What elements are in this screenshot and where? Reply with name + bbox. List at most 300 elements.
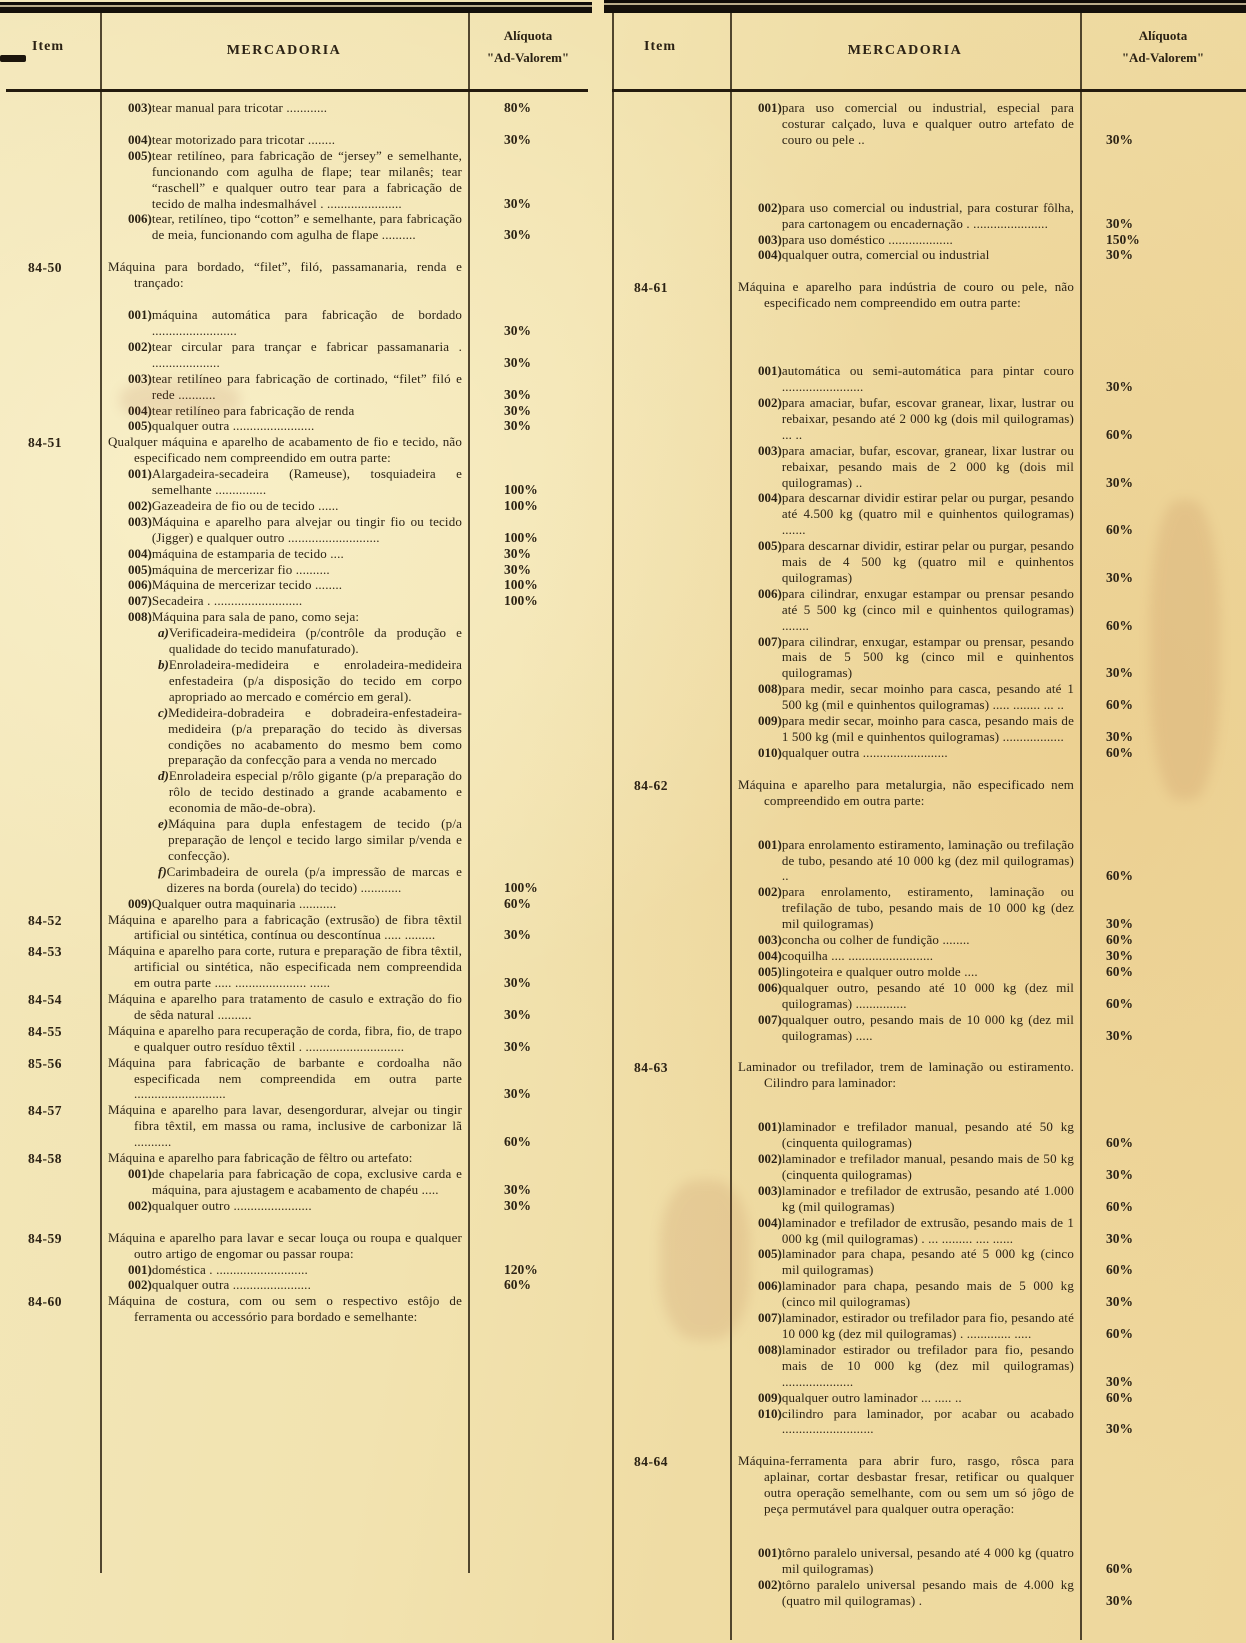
entry-text: laminador e trefilador de extrusão, pesando até 1.000 kg (mil quilogramas): [781, 1182, 1074, 1214]
entry-rate: 30%: [1106, 916, 1133, 932]
entry-rate: 30%: [504, 1181, 531, 1197]
item-number: 84-63: [634, 1060, 668, 1076]
top-press-bar-left: [0, 2, 592, 13]
entry-rate: 100%: [504, 482, 538, 498]
entry-rate: 30%: [1106, 665, 1133, 681]
entry-rate: 120%: [504, 1261, 538, 1277]
entry-text: para enrolamento, estiramento, laminação ou trefilação de tubo, pesando mais de 10 000 kg (dez mil quilogramas): [781, 884, 1074, 932]
entry-rate: 30%: [504, 227, 531, 243]
entry-number: 003): [758, 231, 782, 247]
entry-text: Alargadeira-secadeira (Rameuse), tosquiadeira e semelhante ...............: [151, 466, 462, 498]
entry-text: para descarnar dividir, estirar pelar ou purgar, pesando mais de 4 500 kg (quatro mil e quinhentos quilogramas): [781, 538, 1074, 585]
item-number: 84-60: [28, 1294, 62, 1310]
header-mercadoria: MERCADORIA: [226, 43, 342, 58]
entry-text: tear motorizado para tricotar ........: [151, 131, 336, 147]
entry-row: [730, 363, 1246, 395]
entry-number: 005): [128, 147, 152, 163]
tariff-block: [6, 1150, 588, 1214]
entry-row: [100, 148, 588, 212]
entry-number: 001): [128, 466, 152, 482]
entry-number: 001): [128, 307, 152, 323]
entry-number: 001): [758, 1119, 782, 1135]
item-number: 84-64: [634, 1454, 668, 1470]
entry-rate: 30%: [504, 1197, 531, 1213]
entry-number: 001): [758, 836, 782, 852]
entry-row: [100, 896, 588, 912]
entry-row: [100, 434, 588, 466]
entry-row: [730, 1453, 1246, 1517]
entry-rate: 30%: [1106, 1373, 1133, 1389]
entry-text: laminador para chapa, pesando até 5 000 kg (cinco mil quilogramas): [781, 1246, 1074, 1278]
entry-row: [730, 932, 1246, 948]
tariff-block: [6, 912, 588, 944]
entry-row: [100, 1166, 588, 1198]
entry-row: [100, 211, 588, 243]
entry-rate: 30%: [1106, 1294, 1133, 1310]
block-rows: [730, 1453, 1246, 1608]
entry-rate: 30%: [1106, 1027, 1133, 1043]
entry-text: laminador para chapa, pesando mais de 5 000 kg (cinco mil quilogramas): [781, 1278, 1074, 1310]
entry-number: 007): [758, 1011, 782, 1027]
entry-number: 004): [758, 947, 782, 963]
table-left: [6, 13, 588, 1573]
entry-rate: 100%: [504, 593, 538, 609]
entry-row: [100, 864, 588, 896]
entry-number: 004): [758, 247, 782, 263]
block-rows: [100, 1230, 588, 1294]
entry-number: 007): [128, 593, 152, 609]
entry-row: [730, 1183, 1246, 1215]
entry-rate: 60%: [1106, 963, 1133, 979]
entry-number: 006): [128, 577, 152, 593]
table-body: [6, 92, 588, 1325]
entry-row: [730, 586, 1246, 634]
entry-row: [730, 980, 1246, 1012]
entry-text: cilindro para laminador, por acabar ou acabado ...........................: [781, 1405, 1074, 1437]
entry-text: qualquer outro, pesando mais de 10 000 kg (dez mil quilogramas) .....: [781, 1011, 1074, 1043]
entry-row: [100, 768, 588, 816]
entry-number: b): [158, 657, 169, 672]
entry-number: e): [158, 816, 169, 832]
entry-text: para medir, secar moinho para casca, pesando até 1 500 kg (mil e quinhentos quilogramas) ..... ........ ... ..: [781, 681, 1074, 713]
entry-text: coquilha .... .........................: [781, 947, 934, 963]
block-rows: [100, 1150, 588, 1214]
entry-row: [730, 395, 1246, 443]
entry-text: tear manual para tricotar ............: [151, 100, 328, 115]
entry-number: 003): [128, 513, 152, 529]
tariff-block: [612, 1453, 1246, 1608]
block-rows: [100, 434, 588, 911]
item-number: 84-54: [28, 992, 62, 1008]
entry-text: para uso comercial ou industrial, especial para costurar calçado, luva e qualquer outro artefato de couro ou pele ..: [781, 100, 1074, 147]
entry-rate: 60%: [1106, 744, 1133, 760]
entry-number: 004): [128, 131, 152, 147]
entry-rate: 100%: [504, 879, 538, 895]
entry-text: Máquina e aparelho para metalurgia, não especificado nem compreendido em outra parte:: [738, 776, 1074, 808]
entry-rate: 30%: [1106, 247, 1133, 263]
block-rows: [100, 943, 588, 991]
entry-rate: 100%: [504, 497, 538, 513]
entry-text: laminador e trefilador manual, pesando até 50 kg (cinquenta quilogramas): [781, 1119, 1074, 1151]
entry-row: [100, 1023, 588, 1055]
item-number: 85-56: [28, 1055, 62, 1071]
entry-rate: 60%: [1106, 932, 1133, 948]
entry-rate: 30%: [1106, 1230, 1133, 1246]
block-rows: [100, 1293, 588, 1325]
entry-row: [730, 1310, 1246, 1342]
entry-row: [730, 777, 1246, 809]
entry-rate: 60%: [1106, 1135, 1133, 1151]
tariff-block: [612, 1059, 1246, 1437]
entry-row: [730, 964, 1246, 980]
entry-text: Máquina e aparelho para lavar, desengordurar, alvejar ou tingir fibra têxtil, em massa ou rama, inclusive de carbonizar lã ...........: [108, 1102, 462, 1150]
entry-row: [100, 1102, 588, 1150]
entry-rate: 30%: [504, 195, 531, 211]
entry-rate: 30%: [504, 561, 531, 577]
entry-rate: 30%: [1106, 1592, 1133, 1608]
entry-number: d): [158, 768, 169, 784]
entry-rate: 30%: [504, 1006, 531, 1022]
block-rows: [730, 1059, 1246, 1437]
header-aliquota: [470, 25, 586, 69]
entry-number: a): [158, 625, 169, 641]
item-number: 84-53: [28, 944, 62, 960]
entry-text: para enrolamento estiramento, laminação ou trefilação de tubo, pesando até 10 000 kg (dez mil quilogramas) ..: [781, 836, 1074, 884]
entry-row: [730, 1215, 1246, 1247]
entry-row: [100, 371, 588, 403]
header-aliquota-line1: Alíquota: [503, 28, 553, 43]
block-rows: [100, 100, 588, 243]
entry-row: [100, 259, 588, 291]
entry-text: para cilindrar, enxugar estampar ou prensar pesando até 5 500 kg (cinco mil e quinhentos quilogramas) ........: [781, 585, 1074, 633]
entry-row: [730, 443, 1246, 491]
entry-number: 006): [758, 1278, 782, 1294]
entry-row: [100, 1150, 588, 1166]
entry-number: 003): [128, 370, 152, 386]
entry-row: [730, 1406, 1246, 1438]
entry-row: [730, 200, 1246, 232]
entry-rate: 60%: [1106, 1560, 1133, 1576]
entry-rate: 30%: [1106, 947, 1133, 963]
tariff-block: [6, 1055, 588, 1103]
entry-rate: 30%: [1106, 1421, 1133, 1437]
entry-rate: 30%: [504, 1086, 531, 1102]
entry-rate: 30%: [1106, 1166, 1133, 1182]
entry-row: [100, 514, 588, 546]
entry-rate: 60%: [1106, 1198, 1133, 1214]
tariff-block: [6, 434, 588, 911]
entry-number: 002): [128, 1277, 152, 1293]
tariff-block: [6, 943, 588, 991]
entry-rate: 150%: [1106, 231, 1140, 247]
entry-number: 009): [128, 895, 152, 911]
entry-row: [100, 546, 588, 562]
entry-number: 003): [758, 1182, 782, 1198]
entry-text: qualquer outra, comercial ou industrial: [781, 247, 990, 263]
entry-text: Máquina e aparelho para tratamento de casulo e extração do fio de sêda natural ..........: [108, 991, 462, 1022]
entry-rate: 60%: [1106, 426, 1133, 442]
entry-number: 002): [758, 1151, 782, 1167]
entry-number: f): [158, 863, 167, 879]
entry-rate: 30%: [1106, 729, 1133, 744]
entry-number: 005): [758, 963, 782, 979]
entry-text: tear, retilíneo, tipo “cotton” e semelhante, para fabricação de meia, funcionando com agulha de flape ..........: [151, 211, 462, 243]
entry-text: Máquina e aparelho para lavar e secar louça ou roupa e qualquer outro artigo de engomar ou passar roupa:: [108, 1229, 462, 1261]
entry-row: [730, 490, 1246, 538]
entry-number: 002): [128, 338, 152, 354]
entry-number: 002): [128, 1197, 152, 1213]
entry-number: 002): [758, 394, 782, 410]
entry-number: 005): [758, 1246, 782, 1262]
entry-number: 002): [758, 199, 782, 215]
entry-row: [100, 466, 588, 498]
item-number: 84-52: [28, 912, 62, 928]
entry-row: [100, 991, 588, 1023]
entry-row: [730, 1278, 1246, 1310]
entry-row: [100, 912, 588, 944]
item-number: [612, 100, 730, 263]
entry-text: Máquina e aparelho para indústria de couro ou pele, não especificado nem compreendido em outra parte:: [738, 279, 1074, 311]
entry-number: 007): [758, 633, 782, 649]
entry-row: [100, 1262, 588, 1278]
entry-row: [730, 634, 1246, 682]
entry-number: 001): [128, 1261, 152, 1277]
tariff-block: [6, 1293, 588, 1325]
entry-rate: 30%: [504, 927, 531, 943]
entry-rate: 60%: [1106, 868, 1133, 884]
entry-text: laminador e trefilador de extrusão, pesando mais de 1 000 kg (mil quilogramas) . ... ......... .... ......: [781, 1214, 1074, 1246]
entry-row: [100, 1293, 588, 1325]
entry-rate: 100%: [504, 529, 538, 545]
entry-text: Medideira-dobradeira e dobradeira-enfestadeira-medideira (p/a preparação do tecido às diversas condições no acabamento do mesmo bem como preparação da confecção para a venda no mercado: [168, 704, 462, 768]
entry-row: [730, 247, 1246, 263]
entry-text: Máquina e aparelho para fabricação de fêltro ou artefato:: [108, 1150, 413, 1166]
entry-number: 004): [758, 490, 782, 506]
header-item: Item: [644, 39, 676, 54]
entry-number: 006): [758, 979, 782, 995]
entry-text: de chapelaria para fabricação de copa, exclusive carda e máquina, para ajustagem e acabamento de chapéu .....: [151, 1166, 462, 1197]
entry-number: 001): [758, 363, 782, 379]
entry-row: [100, 625, 588, 657]
entry-number: 010): [758, 1405, 782, 1421]
entry-text: Verificadeira-medideira (p/contrôle da produção e qualidade do tecido manufaturado).: [168, 625, 462, 657]
entry-text: laminador estirador ou trefilador para fio, pesando mais de 10 000 kg (dez mil quilogramas) .....................: [781, 1341, 1074, 1389]
block-rows: [100, 259, 588, 434]
entry-row: [730, 232, 1246, 248]
entry-number: 010): [758, 744, 782, 760]
block-rows: [100, 991, 588, 1023]
entry-number: c): [158, 704, 169, 720]
entry-number: 005): [128, 418, 152, 434]
table-body: [612, 92, 1246, 1609]
tariff-block: [6, 1023, 588, 1055]
entry-text: Carimbadeira de ourela (p/a impressão de marcas e dizeres na borda (ourela) do tecido) ............: [166, 863, 462, 895]
entry-row: [100, 657, 588, 705]
entry-text: concha ou colher de fundição ........: [781, 932, 970, 948]
entry-row: [100, 1230, 588, 1262]
tariff-block: [612, 777, 1246, 1044]
block-rows: [100, 1055, 588, 1103]
entry-text: Máquina e aparelho para recuperação de corda, fibra, fio, de trapo e qualquer outro resíduo têxtil . .............................: [108, 1022, 462, 1054]
entry-text: para medir secar, moinho para casca, pesando mais de 1 500 kg (mil e quinhentos quilogramas) ..................: [781, 713, 1074, 744]
entry-row: [730, 1342, 1246, 1390]
entry-row: [730, 100, 1246, 148]
table-right: [612, 13, 1246, 1640]
entry-rate: 30%: [1106, 379, 1133, 395]
entry-text: lingoteira e qualquer outro molde ....: [781, 963, 978, 979]
entry-rate: 30%: [1106, 474, 1133, 490]
entry-rate: 100%: [504, 577, 538, 593]
entry-text: Máquina para sala de pano, como seja:: [151, 609, 360, 625]
entry-number: 001): [758, 100, 782, 115]
tariff-block: [612, 100, 1246, 263]
entry-number: 001): [758, 1544, 782, 1560]
entry-text: para descarnar dividir estirar pelar ou purgar, pesando até 4.500 kg (quatro mil e quinhentos quilogramas) .......: [781, 490, 1074, 538]
item-number: 84-62: [634, 777, 668, 793]
entry-text: Máquina para dupla enfestagem de tecido (p/a preparação de lençol e tecido largo similar p/venda e confecção).: [168, 816, 462, 863]
entry-rate: 30%: [1106, 215, 1133, 231]
entry-row: [730, 1390, 1246, 1406]
entry-text: Gazeadeira de fio ou de tecido ......: [151, 497, 339, 513]
entry-text: qualquer outra .......................: [151, 1277, 311, 1293]
entry-text: para uso comercial ou industrial, para costurar fôlha, para cartonagem ou encadernação . ......................: [781, 199, 1074, 231]
entry-row: [730, 884, 1246, 932]
entry-text: laminador e trefilador manual, pesando mais de 50 kg (cinquenta quilogramas): [781, 1151, 1074, 1182]
item-number: 84-61: [634, 280, 668, 296]
entry-rate: 60%: [504, 1134, 531, 1150]
entry-rate: 30%: [504, 131, 531, 147]
entry-number: 002): [128, 497, 152, 513]
entry-rate: 60%: [1106, 995, 1133, 1011]
entry-text: máquina automática para fabricação de bordado .........................: [151, 307, 462, 338]
entry-number: 007): [758, 1310, 782, 1326]
item-number: 84-50: [28, 260, 62, 276]
entry-number: 002): [758, 884, 782, 900]
entry-text: doméstica . ...........................: [151, 1261, 308, 1277]
entry-row: [100, 100, 588, 116]
entry-row: [730, 279, 1246, 311]
entry-number: 005): [758, 538, 782, 554]
block-rows: [100, 1102, 588, 1150]
entry-rate: 30%: [1106, 131, 1133, 147]
entry-text: Máquina de costura, com ou sem o respectivo estôjo de ferramenta ou accessório para bordado e semelhante:: [108, 1293, 462, 1325]
block-rows: [100, 1023, 588, 1055]
entry-number: 003): [128, 100, 152, 115]
entry-text: máquina de estamparia de tecido ....: [151, 545, 344, 561]
entry-number: 004): [128, 402, 152, 418]
tariff-block: [612, 279, 1246, 760]
table-header: [612, 13, 1246, 92]
block-rows: [730, 100, 1246, 263]
entry-row: [100, 577, 588, 593]
entry-text: qualquer outra .........................: [781, 744, 948, 760]
entry-rate: 60%: [504, 1277, 531, 1293]
entry-rate: 30%: [504, 386, 531, 402]
entry-text: máquina de mercerizar fio ..........: [151, 561, 330, 577]
entry-row: [100, 816, 588, 864]
entry-text: para cilindrar, enxugar, estampar ou prensar, pesando mais de 5 500 kg (cinco mil e quinhentos quilogramas): [781, 633, 1074, 681]
entry-number: 002): [758, 1576, 782, 1592]
entry-rate: 30%: [504, 545, 531, 561]
entry-text: Máquina para fabricação de barbante e cordoalha não especificada nem compreendida em outra parte ...........................: [108, 1054, 462, 1102]
entry-number: 009): [758, 1389, 782, 1405]
entry-row: [100, 403, 588, 419]
entry-number: 003): [758, 932, 782, 948]
entry-rate: 60%: [1106, 697, 1133, 713]
entry-text: qualquer outra ........................: [151, 418, 315, 434]
tariff-block: [6, 259, 588, 434]
top-press-bar-right: [604, 0, 1246, 13]
block-rows: [100, 912, 588, 944]
entry-number: 009): [758, 713, 782, 729]
table-header: [6, 13, 588, 92]
entry-row: [730, 948, 1246, 964]
entry-row: [730, 1151, 1246, 1183]
entry-rate: 80%: [504, 100, 531, 115]
entry-row: [100, 1277, 588, 1293]
entry-number: 006): [128, 211, 152, 227]
entry-text: tear retilíneo para fabricação de renda: [151, 402, 355, 418]
entry-row: [730, 837, 1246, 885]
item-number: 84-55: [28, 1023, 62, 1039]
entry-text: Qualquer máquina e aparelho de acabamento de fio e tecido, não especificado nem compreendido em outra parte:: [108, 434, 462, 466]
entry-rate: 60%: [1106, 1326, 1133, 1341]
entry-number: 005): [128, 561, 152, 577]
entry-number: 003): [758, 442, 782, 458]
header-aliquota-line1: Alíquota: [1138, 28, 1188, 43]
entry-text: qualquer outro .......................: [151, 1197, 312, 1213]
header-aliquota-line2: "Ad-Valorem": [486, 50, 570, 65]
header-item: Item: [32, 39, 64, 54]
entry-row: [730, 681, 1246, 713]
tariff-block: [6, 1230, 588, 1294]
entry-row: [100, 609, 588, 625]
entry-text: para amaciar, bufar, escovar granear, lixar, lustrar ou rebaixar, pesando até 2 000 kg (dois mil quilogramas) ... ..: [781, 394, 1074, 442]
entry-rate: 30%: [504, 322, 531, 338]
entry-rate: 30%: [504, 354, 531, 370]
entry-row: [100, 498, 588, 514]
entry-text: Secadeira . ..........................: [151, 593, 303, 609]
block-rows: [730, 777, 1246, 1044]
entry-text: Qualquer outra maquinaria ...........: [151, 895, 337, 911]
tariff-block: [6, 991, 588, 1023]
entry-row: [100, 943, 588, 991]
entry-number: 008): [758, 1341, 782, 1357]
entry-rate: 30%: [1106, 569, 1133, 585]
entry-row: [730, 713, 1246, 745]
entry-text: para amaciar, bufar, escovar, granear, lixar lustrar ou rebaixar, pesando mais de 2 000 kg (dois mil quilogramas) ..: [781, 442, 1074, 490]
entry-rate: 60%: [1106, 1389, 1133, 1405]
entry-row: [100, 1055, 588, 1103]
item-number: 84-51: [28, 435, 62, 451]
item-number: 84-57: [28, 1103, 62, 1119]
entry-row: [100, 339, 588, 371]
entry-row: [100, 132, 588, 148]
entry-row: [730, 1577, 1246, 1609]
entry-row: [730, 1119, 1246, 1151]
entry-rate: 60%: [1106, 522, 1133, 538]
entry-row: [100, 562, 588, 578]
entry-rate: 60%: [504, 895, 531, 911]
entry-number: 004): [128, 545, 152, 561]
tariff-block: [6, 1102, 588, 1150]
entry-text: tear retilíneo, para fabricação de “jersey” e semelhante, funcionando com agulha de flape; tear milanês; tear “raschell” e qualquer outro tear para a fabricação de tecido de malha indesmalhável . ......................: [151, 147, 462, 211]
entry-row: [730, 1059, 1246, 1091]
header-mercadoria: MERCADORIA: [847, 43, 963, 58]
entry-row: [100, 705, 588, 769]
entry-text: para uso doméstico ...................: [781, 231, 953, 247]
entry-row: [730, 745, 1246, 761]
